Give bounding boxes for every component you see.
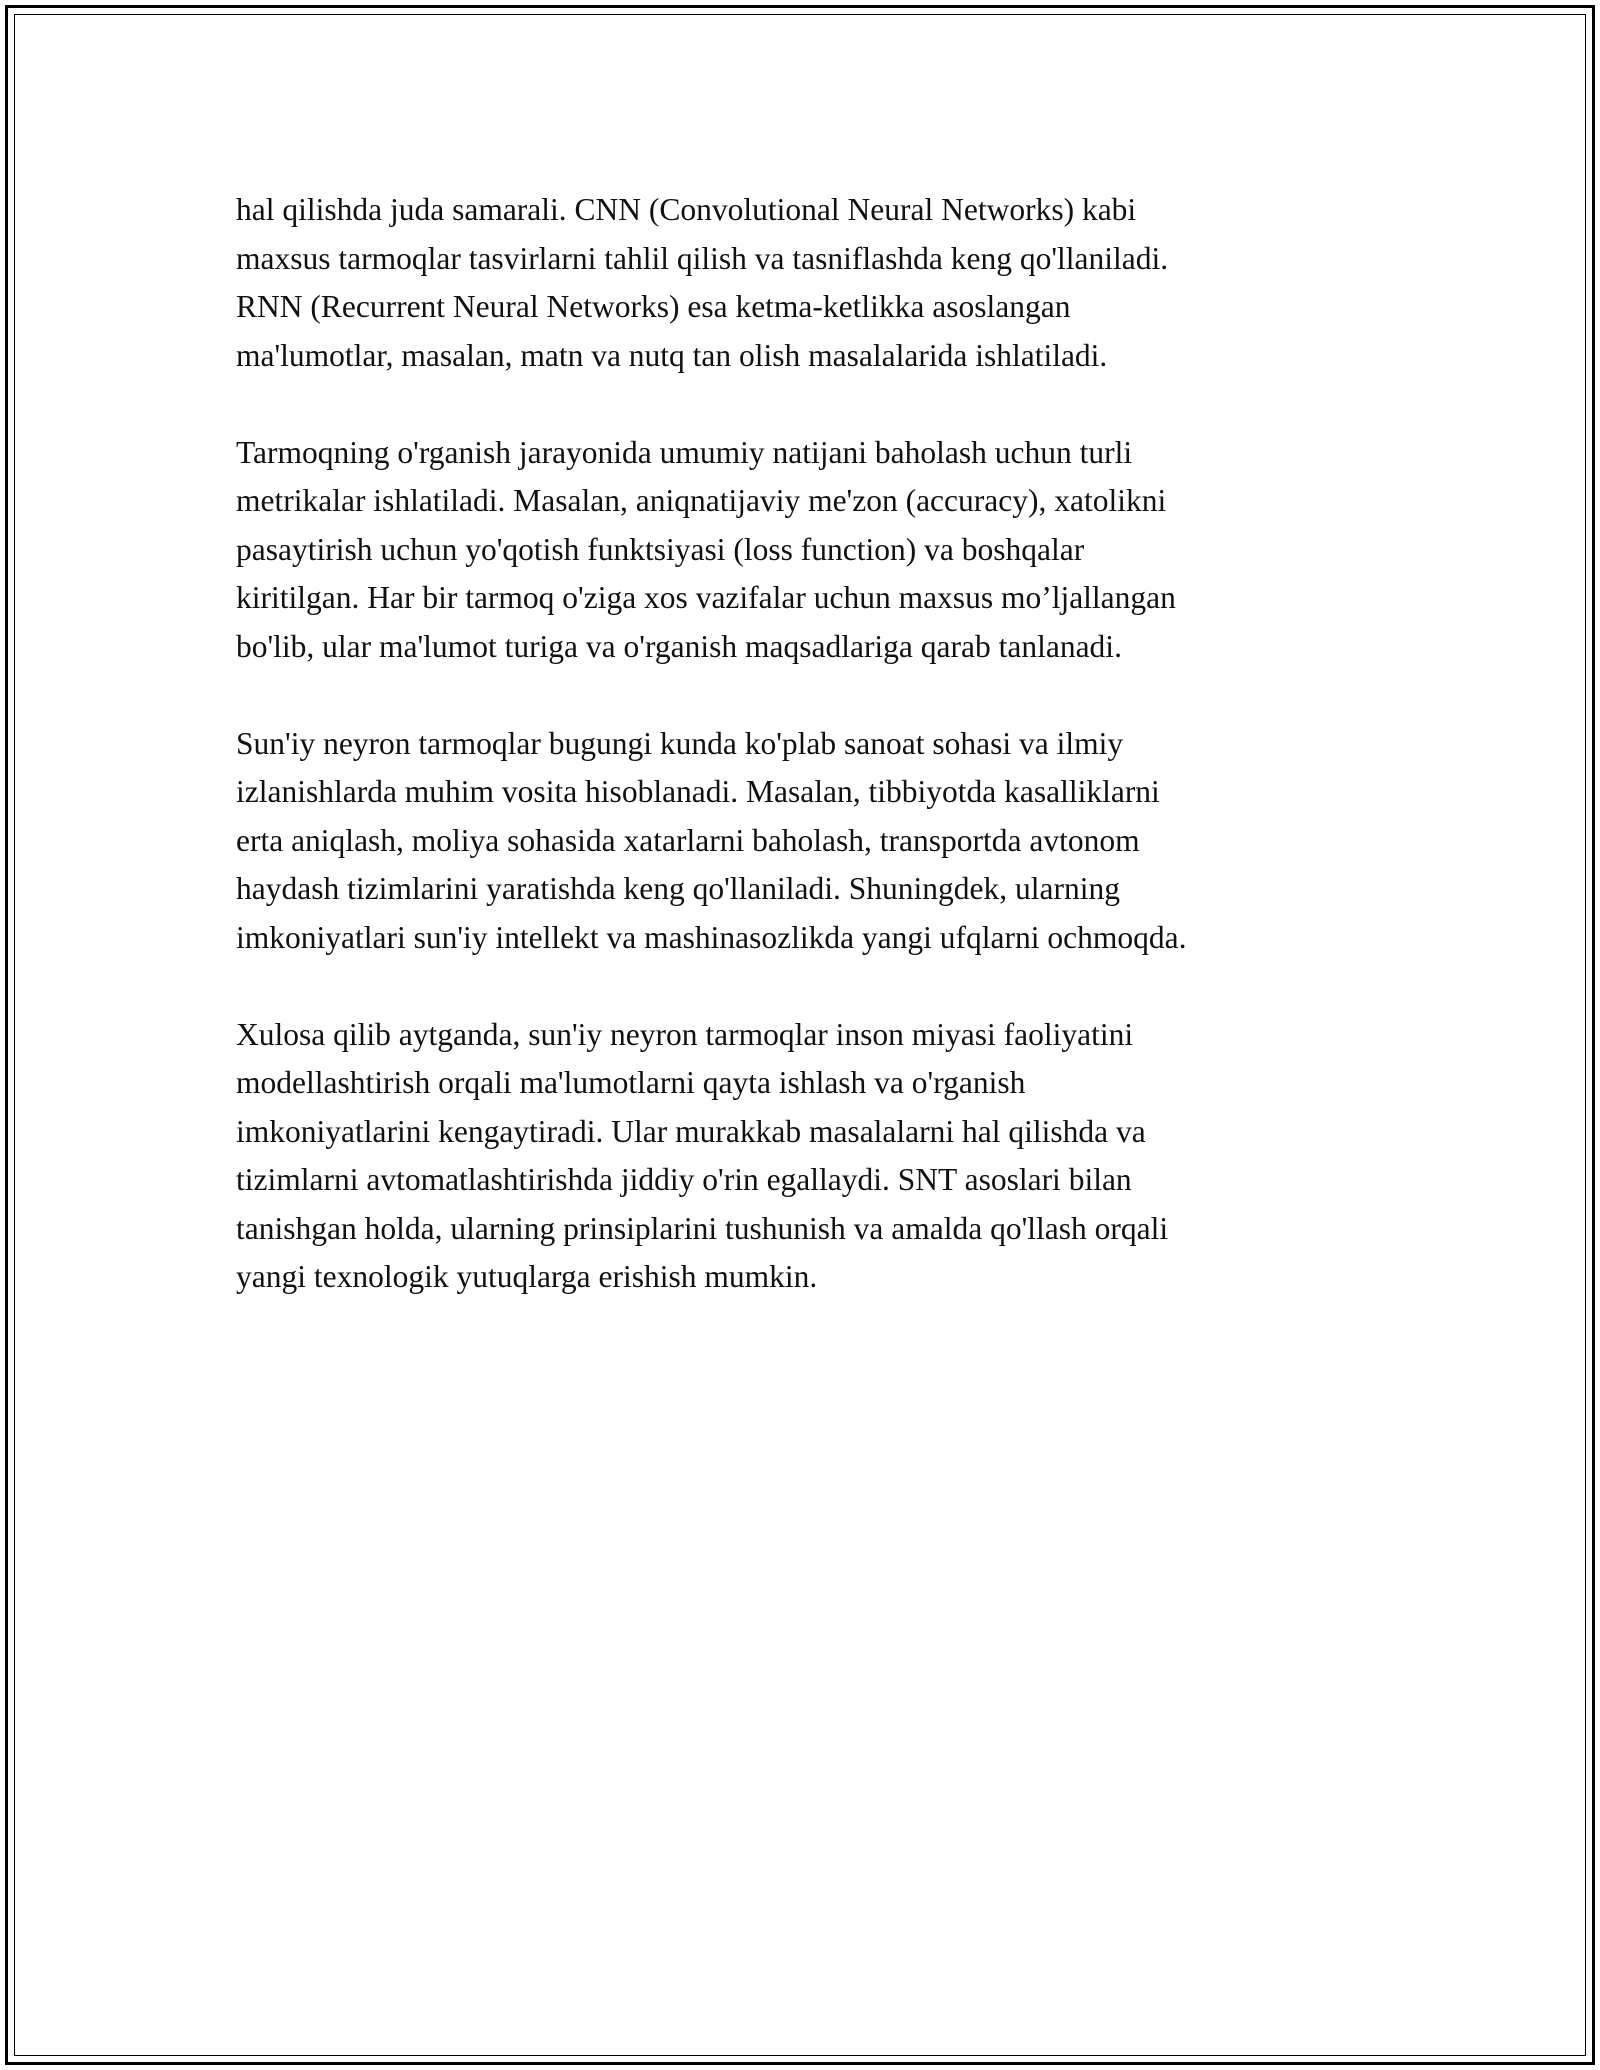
text-line: tanishgan holda, ularning prinsiplarini tushunish va amalda qo'llash orqali (236, 1210, 1169, 1246)
text-line: modellashtirish orqali ma'lumotlarni qayta ishlash va o'rganish (236, 1065, 1026, 1100)
text-line: hal qilishda juda samarali. CNN (Convolutional Neural Networks) kabi (236, 192, 1137, 227)
text-line: imkoniyatlarini kengaytiradi. Ular murakkab masalalarni hal qilishda va (236, 1113, 1146, 1149)
paragraph-2 (236, 429, 1376, 672)
document-body (236, 186, 1376, 1350)
paragraph-3 (236, 720, 1376, 963)
text-line: erta aniqlash, moliya sohasida xatarlarni baholash, transportda avtonom (236, 822, 1140, 858)
text-line: Tarmoqning o'rganish jarayonida umumiy natijani baholash uchun turli (236, 434, 1133, 470)
paragraph-1 (236, 186, 1376, 380)
text-line: Xulosa qilib aytganda, sun'iy neyron tarmoqlar inson miyasi faoliyatini (236, 1016, 1134, 1052)
text-line: Sun'iy neyron tarmoqlar bugungi kunda ko'plab sanoat sohasi va ilmiy (236, 725, 1124, 761)
text-line: imkoniyatlari sun'iy intellekt va mashinasozlikda yangi ufqlarni ochmoqda. (236, 919, 1187, 955)
text-line: kiritilgan. Har bir tarmoq o'ziga xos vazifalar uchun maxsus mo’ljallangan (236, 580, 1176, 615)
paragraph-4 (236, 1011, 1376, 1302)
text-line: pasaytirish uchun yo'qotish funktsiyasi (loss function) va boshqalar (236, 531, 1085, 567)
text-line: tizimlarni avtomatlashtirishda jiddiy o'rin egallaydi. SNT asoslari bilan (236, 1162, 1132, 1197)
text-line: izlanishlarda muhim vosita hisoblanadi. Masalan, tibbiyotda kasalliklarni (236, 774, 1160, 809)
text-line: yangi texnologik yutuqlarga erishish mumkin. (236, 1259, 818, 1294)
text-line: RNN (Recurrent Neural Networks) esa ketma-ketlikka asoslangan (236, 289, 1071, 324)
text-line: ma'lumotlar, masalan, matn va nutq tan olish masalalarida ishlatiladi. (236, 337, 1108, 373)
text-line: haydash tizimlarini yaratishda keng qo'llaniladi. Shuningdek, ularning (236, 871, 1120, 906)
text-line: maxsus tarmoqlar tasvirlarni tahlil qilish va tasniflashda keng qo'llaniladi. (236, 240, 1169, 276)
text-line: metrikalar ishlatiladi. Masalan, aniqnatijaviy me'zon (accuracy), xatolikni (236, 483, 1167, 518)
text-line: bo'lib, ular ma'lumot turiga va o'rganish maqsadlariga qarab tanlanadi. (236, 628, 1122, 664)
